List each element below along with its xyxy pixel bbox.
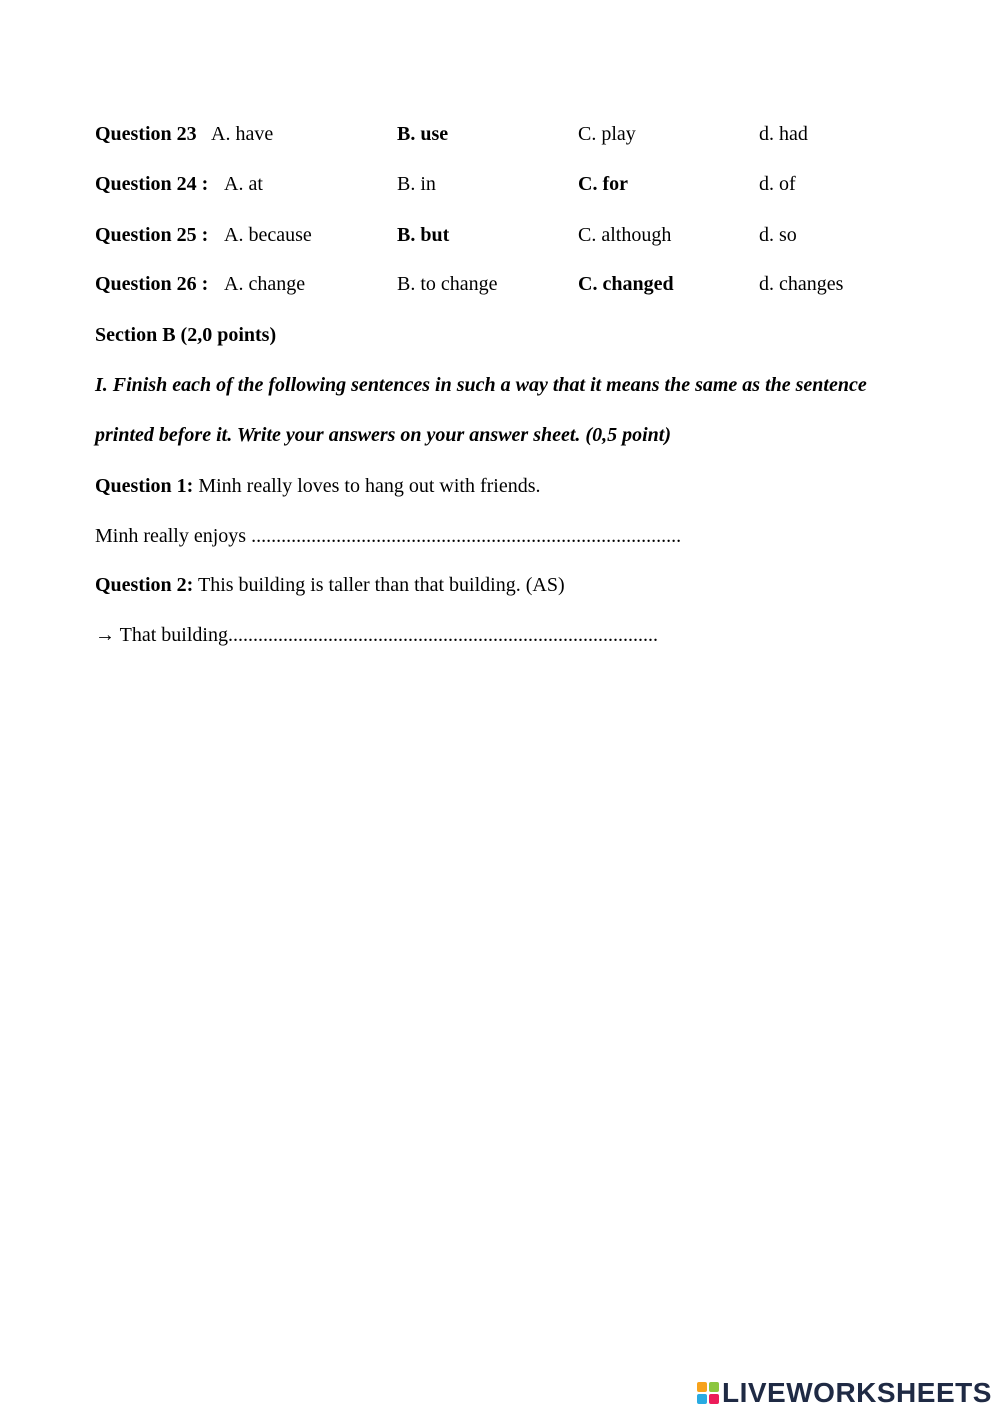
logo-square-1 bbox=[697, 1382, 707, 1392]
question-25-label: Question 25 : bbox=[95, 224, 209, 246]
question-26-option-c[interactable]: C. changed bbox=[578, 273, 674, 295]
question-26-option-b[interactable]: B. to change bbox=[397, 273, 498, 295]
question-1 bbox=[95, 474, 541, 498]
question-23-option-b[interactable]: B. use bbox=[397, 123, 449, 145]
logo-square-2 bbox=[709, 1382, 719, 1392]
question-2-answer-line[interactable]: → That building...................................................................................... bbox=[95, 624, 658, 646]
question-2-text: This building is taller than that building. (AS) bbox=[193, 574, 565, 596]
logo-square-4 bbox=[709, 1394, 719, 1404]
question-25-option-c[interactable]: C. although bbox=[578, 224, 672, 246]
question-1-answer-line[interactable]: Minh really enjoys ...................................................................................... bbox=[95, 525, 682, 547]
question-23-label: Question 23 bbox=[95, 123, 197, 145]
logo-mark-icon bbox=[697, 1382, 719, 1404]
question-23-option-c[interactable]: C. play bbox=[578, 123, 636, 145]
question-25-option-b[interactable]: B. but bbox=[397, 224, 450, 246]
question-1-text: Minh really loves to hang out with friends. bbox=[193, 475, 541, 497]
question-24-label: Question 24 : bbox=[95, 173, 209, 195]
section-b-title: Section B (2,0 points) bbox=[95, 324, 277, 346]
question-24-option-b[interactable]: B. in bbox=[397, 173, 436, 195]
question-26-label: Question 26 : bbox=[95, 273, 209, 295]
question-23-option-a[interactable]: A. have bbox=[211, 123, 274, 145]
instruction-line-2: printed before it. Write your answers on your answer sheet. (0,5 point) bbox=[95, 424, 671, 446]
question-2 bbox=[95, 573, 565, 597]
question-26-option-a[interactable]: A. change bbox=[224, 273, 306, 295]
brand-name: LIVEWORKSHEETS bbox=[722, 1377, 992, 1408]
logo-square-3 bbox=[697, 1394, 707, 1404]
instruction-line-1: I. Finish each of the following sentences in such a way that it means the same as the sentence bbox=[95, 374, 867, 396]
question-24-option-a[interactable]: A. at bbox=[224, 173, 263, 195]
question-25-option-a[interactable]: A. because bbox=[224, 224, 312, 246]
liveworksheets-logo bbox=[697, 1378, 992, 1408]
question-24-option-d[interactable]: d. of bbox=[759, 173, 796, 195]
question-26-option-d[interactable]: d. changes bbox=[759, 273, 844, 295]
question-2-label: Question 2: bbox=[95, 574, 194, 596]
question-25-option-d[interactable]: d. so bbox=[759, 224, 797, 246]
question-1-label: Question 1: bbox=[95, 475, 194, 497]
question-24-option-c[interactable]: C. for bbox=[578, 173, 628, 195]
question-23-option-d[interactable]: d. had bbox=[759, 123, 808, 145]
